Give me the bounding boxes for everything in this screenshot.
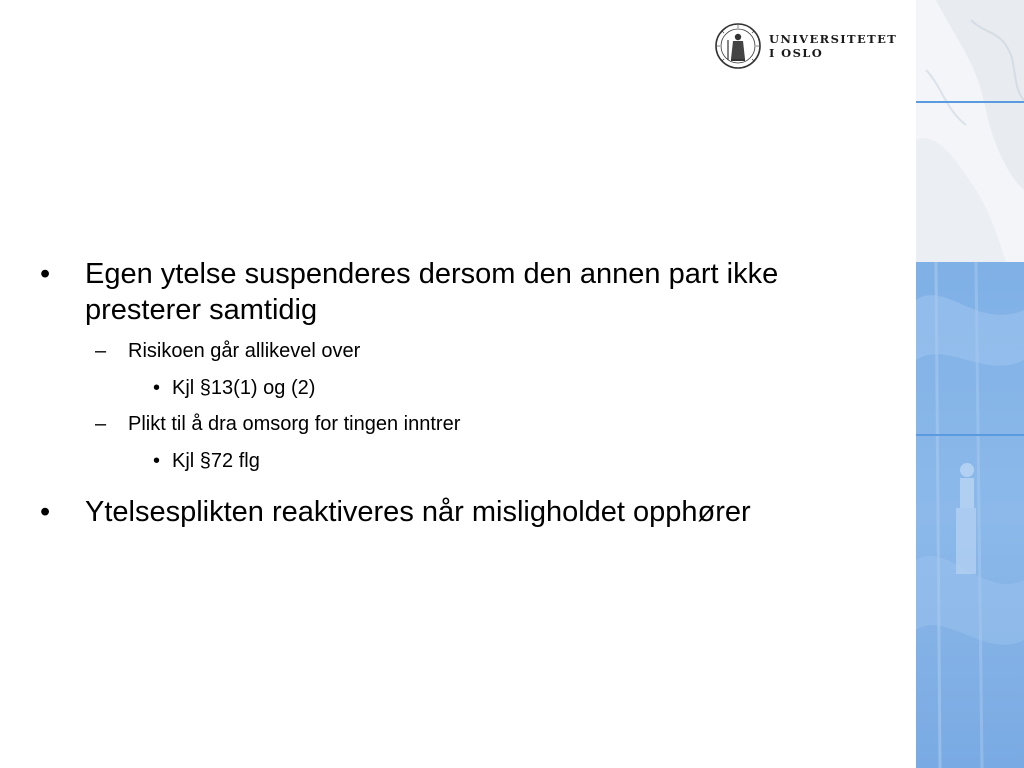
bullet-item (40, 494, 900, 530)
sub-bullet-item (40, 411, 900, 437)
bullet-text: Egen ytelse suspenderes dersom den annen part ikke presterer samtidig (85, 258, 779, 326)
sub-sub-bullet-item (40, 448, 900, 474)
sub-bullet-text: Risikoen går allikevel over (128, 340, 361, 362)
bullet-marker: • (153, 450, 161, 472)
bullet-text: Ytelsesplikten reaktiveres når misligholdet opphører (85, 496, 751, 528)
university-name-line1: UNIVERSITETET (769, 32, 898, 46)
dash-marker: – (95, 340, 107, 362)
sub-bullet-item (40, 338, 900, 364)
university-logo (714, 22, 904, 70)
bullet-item (40, 256, 900, 328)
bullet-marker: • (40, 496, 51, 528)
bullet-marker: • (153, 377, 161, 399)
bullet-marker: • (40, 258, 51, 290)
decorative-side-band (916, 0, 1024, 768)
university-name-line2: I OSLO (769, 46, 824, 60)
slide-content (40, 256, 900, 530)
sub-bullet-text: Plikt til å dra omsorg for tingen inntrer (128, 413, 461, 435)
sub-sub-bullet-item (40, 375, 900, 401)
sub-sub-bullet-text: Kjl §13(1) og (2) (172, 377, 316, 399)
university-seal-icon (714, 22, 762, 70)
university-name (769, 32, 897, 60)
sub-sub-bullet-text: Kjl §72 flg (172, 450, 260, 472)
statue-graphic (916, 0, 1024, 768)
dash-marker: – (95, 413, 107, 435)
